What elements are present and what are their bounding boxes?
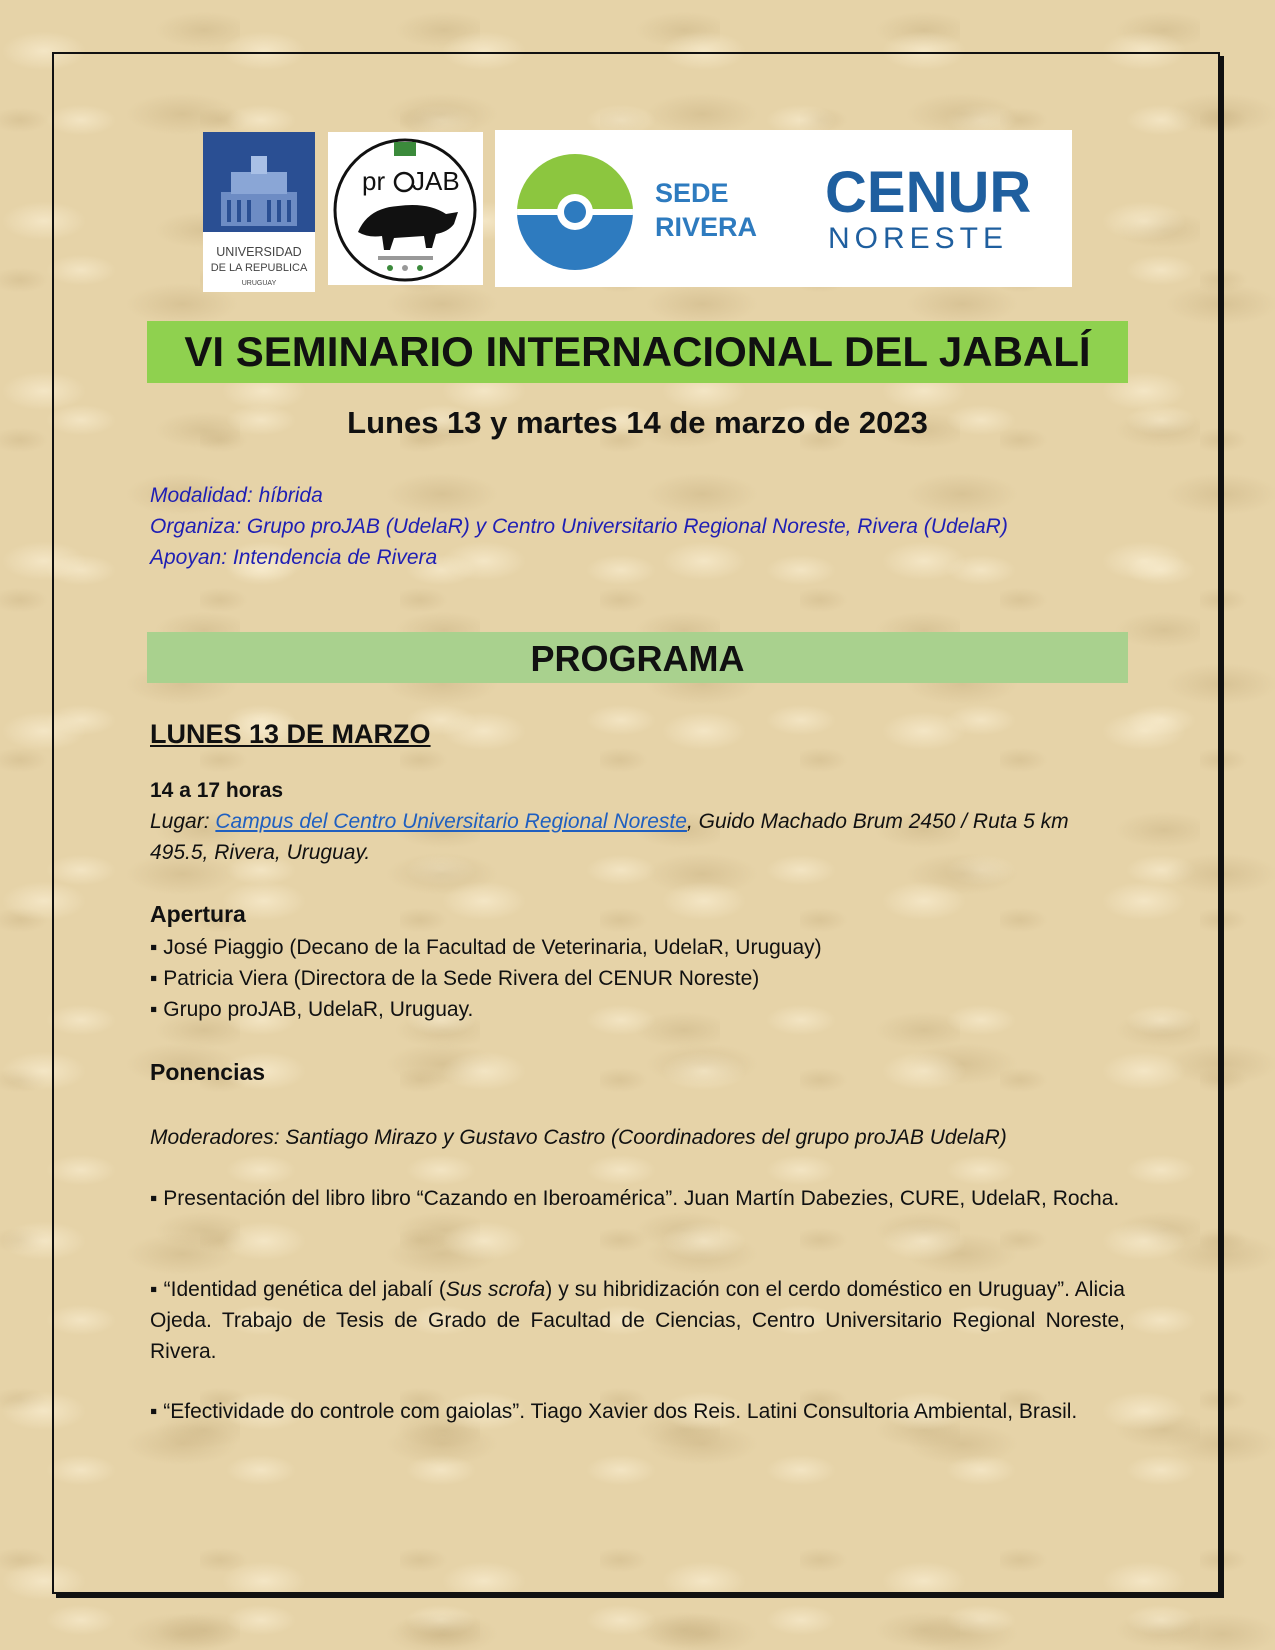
svg-text:JAB: JAB <box>412 166 460 196</box>
svg-text:RIVERA: RIVERA <box>655 212 758 242</box>
species-name: Sus scrofa <box>445 1278 546 1301</box>
info-modalidad: Modalidad: híbrida <box>150 484 323 507</box>
svg-text:CENUR: CENUR <box>825 160 1032 225</box>
talk-item <box>150 1274 1125 1367</box>
day-heading: LUNES 13 DE MARZO <box>150 719 431 749</box>
svg-text:DE LA REPUBLICA: DE LA REPUBLICA <box>210 262 308 274</box>
svg-text:URUGUAY: URUGUAY <box>241 280 277 287</box>
session-time: 14 a 17 horas <box>150 779 284 802</box>
venue-address: , Guido Machado Brum 2450 / Ruta 5 km 495.5, Rivera, Uruguay. <box>150 810 1069 864</box>
cenur-noreste-logo <box>495 130 1072 287</box>
udelar-emblem-icon <box>203 132 315 292</box>
udelar-logo <box>203 132 315 292</box>
apertura-item: ▪ José Piaggio (Decano de la Facultad de Veterinaria, UdelaR, Uruguay) <box>150 936 822 959</box>
programa-heading: PROGRAMA <box>147 632 1128 683</box>
info-apoyan: Apoyan: Intendencia de Rivera <box>150 546 438 569</box>
venue-link[interactable]: Campus del Centro Universitario Regional Noreste <box>215 810 687 833</box>
apertura-item: ▪ Grupo proJAB, UdelaR, Uruguay. <box>150 998 474 1021</box>
ponencias-heading: Ponencias <box>150 1059 266 1085</box>
seminar-title: VI SEMINARIO INTERNACIONAL DEL JABALÍ <box>147 321 1128 383</box>
projab-logo <box>328 132 483 285</box>
moderators-text: Moderadores: Santiago Mirazo y Gustavo Castro (Coordinadores del grupo proJAB UdelaR) <box>150 1126 1007 1149</box>
talk-text: ▪ “Identidad genética del jabalí ( <box>150 1278 446 1301</box>
venue-text <box>150 806 1125 868</box>
talk-text: ) y su hibridización con el cerdo doméstico en Uruguay”. Alicia Ojeda. Trabajo de Tesis de Grado de Facultad de Ciencias, Centro Universitario Regional Noreste, Rivera. <box>150 1278 1125 1363</box>
venue-label: Lugar: <box>150 810 216 833</box>
event-date: Lunes 13 y martes 14 de marzo de 2023 <box>347 405 928 440</box>
svg-text:SEDE: SEDE <box>655 178 729 208</box>
talk-item: ▪ Presentación del libro libro “Cazando en Iberoamérica”. Juan Martín Dabezies, CURE, UdelaR, Rocha. <box>150 1187 1120 1210</box>
apertura-item: ▪ Patricia Viera (Directora de la Sede Rivera del CENUR Noreste) <box>150 967 760 990</box>
info-organiza: Organiza: Grupo proJAB (UdelaR) y Centro Universitario Regional Noreste, Rivera (UdelaR) <box>150 515 1008 538</box>
svg-text:NORESTE: NORESTE <box>828 222 1009 255</box>
wild-boar-icon <box>328 132 483 285</box>
svg-text:UNIVERSIDAD: UNIVERSIDAD <box>216 245 302 259</box>
apertura-heading: Apertura <box>150 901 246 927</box>
sede-rivera-circle-icon <box>495 130 1072 287</box>
talk-item: ▪ “Efectividade do controle com gaiolas”. Tiago Xavier dos Reis. Latini Consultoria Ambiental, Brasil. <box>150 1400 1078 1423</box>
svg-text:pr: pr <box>362 166 386 196</box>
